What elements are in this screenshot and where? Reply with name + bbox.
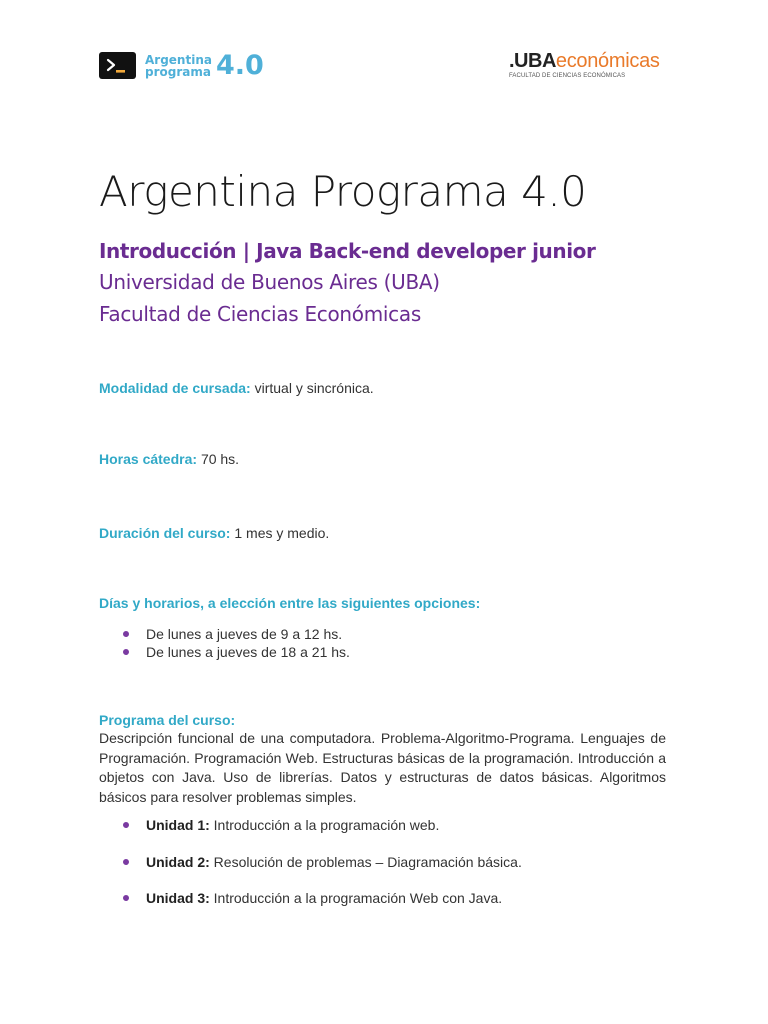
unit-label: Unidad 1: — [146, 817, 210, 833]
dias-label: Días y horarios, a elección entre las siguientes opciones: — [99, 595, 481, 611]
modalidad-label: Modalidad de cursada: — [99, 380, 251, 396]
list-item — [99, 625, 350, 643]
horas-label: Horas cátedra: — [99, 451, 198, 467]
unit-text: Introducción a la programación web. — [213, 817, 440, 833]
programa-label: Programa del curso: — [99, 712, 236, 728]
list-item — [99, 643, 350, 661]
programa-description: Descripción funcional de una computadora. Problema-Algoritmo-Programa. Lenguajes de Programación. Programación Web. Estructuras básicas de la programación. Introducción a objetos con Java. Uso de librerías. Datos y estructuras de datos básicas. Algoritmos básicos para resolver problemas simples. — [99, 730, 666, 805]
modalidad-value: virtual y sincrónica. — [254, 380, 374, 396]
duracion-label: Duración del curso: — [99, 525, 231, 541]
bullet-icon — [123, 649, 129, 655]
horas-field — [99, 450, 239, 468]
duracion-field — [99, 524, 329, 542]
schedule-options-list — [99, 625, 350, 661]
unit-text: Resolución de problemas – Diagramación básica. — [213, 853, 522, 870]
argentina-programa-logo — [99, 52, 264, 79]
horas-value: 70 hs. — [200, 451, 240, 467]
ap-logo-line1: Argentina — [145, 52, 212, 67]
course-name: Introducción | Java Back-end developer junior — [99, 239, 596, 263]
bullet-icon — [123, 822, 129, 828]
list-item — [99, 816, 522, 853]
uba-logo-economicas: económicas — [555, 50, 660, 72]
list-item — [99, 853, 522, 890]
dias-field — [99, 594, 480, 612]
units-list — [99, 816, 522, 926]
unit-label: Unidad 3: — [146, 890, 210, 906]
terminal-icon — [99, 52, 136, 79]
uba-economicas-logo — [509, 51, 667, 79]
bullet-icon — [123, 895, 129, 901]
modalidad-field — [99, 379, 374, 397]
page-title: Argentina Programa 4.0 — [99, 167, 587, 216]
ap-logo-version: 4.0 — [215, 50, 264, 81]
ap-logo-text — [145, 54, 212, 78]
university-name: Universidad de Buenos Aires (UBA) — [99, 270, 440, 294]
unit-label: Unidad 2: — [146, 853, 210, 870]
course-subtitle — [99, 236, 595, 330]
ap-logo-line2: programa — [145, 64, 211, 79]
uba-logo-subtitle: FACULTAD DE CIENCIAS ECONÓMICAS — [509, 73, 626, 79]
unit-text: Introducción a la programación Web con Java. — [213, 890, 503, 906]
page-header — [99, 46, 667, 86]
faculty-name: Facultad de Ciencias Económicas — [99, 302, 421, 326]
list-item — [99, 889, 522, 926]
bullet-icon — [123, 631, 129, 637]
duracion-value: 1 mes y medio. — [234, 525, 330, 541]
schedule-option: De lunes a jueves de 9 a 12 hs. — [146, 626, 343, 642]
bullet-icon — [123, 859, 129, 865]
uba-logo-prefix: .UBA — [509, 50, 556, 72]
schedule-option: De lunes a jueves de 18 a 21 hs. — [146, 644, 350, 660]
